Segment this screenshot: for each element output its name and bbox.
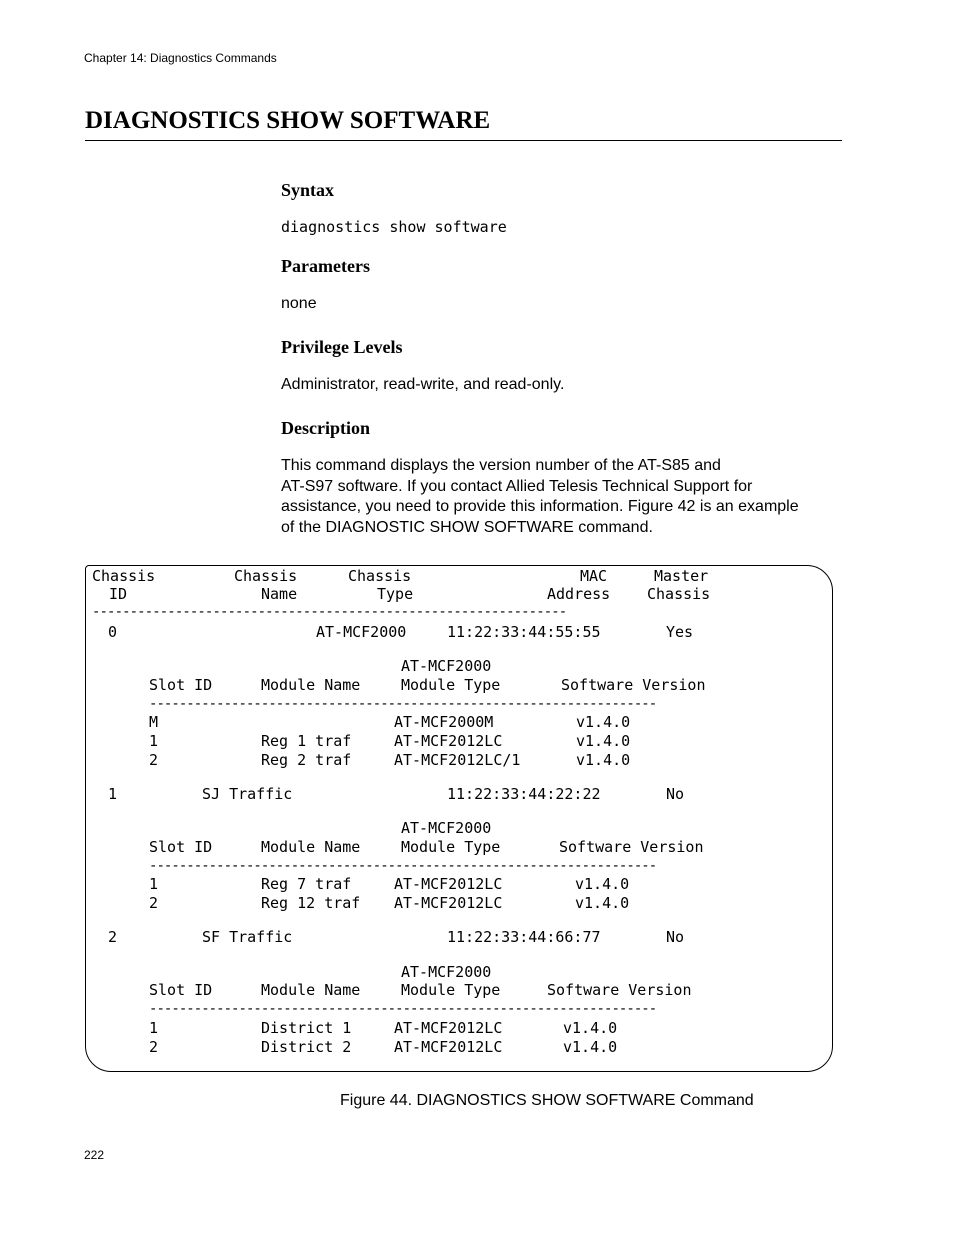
module-version: v1.4.0 <box>576 751 631 769</box>
module-name: District 2 <box>261 1038 352 1056</box>
module-type: AT-MCF2012LC <box>394 732 503 750</box>
chassis-mac: 11:22:33:44:22:22 <box>447 785 601 803</box>
module-version: v1.4.0 <box>575 894 630 912</box>
col-mac: MAC <box>580 567 608 585</box>
syntax-command: diagnostics show software <box>281 218 507 236</box>
col-chassis-id-2: ID <box>109 585 128 603</box>
module-name: District 1 <box>261 1019 352 1037</box>
parameters-text: none <box>281 295 317 312</box>
module-slot: M <box>149 713 159 731</box>
module-slot: 1 <box>149 1019 159 1037</box>
sub-col-module: Module Name <box>261 981 361 999</box>
chassis-name: SF Traffic <box>202 928 293 946</box>
module-name: Reg 1 traf <box>261 732 352 750</box>
sub-type-line: AT-MCF2000 <box>401 657 492 675</box>
chassis-type: AT-MCF2000 <box>316 623 407 641</box>
module-slot: 1 <box>149 875 159 893</box>
module-type: AT-MCF2012LC/1 <box>394 751 521 769</box>
module-slot: 2 <box>149 751 159 769</box>
sub-type-line: AT-MCF2000 <box>401 963 492 981</box>
privilege-text: Administrator, read-write, and read-only. <box>281 376 565 393</box>
col-master-2: Chassis <box>647 585 711 603</box>
col-chassis-type: Chassis <box>348 567 412 585</box>
privilege-heading: Privilege Levels <box>281 337 403 357</box>
sub-col-module: Module Name <box>261 676 361 694</box>
sub-rule: -------------------------------------------------------------------- <box>149 858 657 874</box>
sub-col-slot: Slot ID <box>149 676 213 694</box>
title-rule <box>85 140 842 141</box>
module-version: v1.4.0 <box>576 732 631 750</box>
module-type: AT-MCF2012LC <box>394 894 503 912</box>
module-version: v1.4.0 <box>576 713 631 731</box>
chassis-id: 1 <box>108 785 118 803</box>
sub-col-module: Module Name <box>261 838 361 856</box>
module-slot: 1 <box>149 732 159 750</box>
module-type: AT-MCF2000M <box>394 713 494 731</box>
module-version: v1.4.0 <box>563 1038 618 1056</box>
sub-col-version: Software Version <box>559 838 704 856</box>
page-title: DIAGNOSTICS SHOW SOFTWARE <box>85 107 491 134</box>
sub-col-type: Module Type <box>401 838 501 856</box>
chassis-id: 0 <box>108 623 118 641</box>
col-mac-2: Address <box>547 585 611 603</box>
col-chassis-type-2: Type <box>377 585 414 603</box>
syntax-heading: Syntax <box>281 180 335 200</box>
module-version: v1.4.0 <box>575 875 630 893</box>
module-type: AT-MCF2012LC <box>394 1038 503 1056</box>
chassis-master: No <box>666 928 685 946</box>
sub-rule: -------------------------------------------------------------------- <box>149 1001 657 1017</box>
module-version: v1.4.0 <box>563 1019 618 1037</box>
sub-type-line: AT-MCF2000 <box>401 819 492 837</box>
sub-rule: -------------------------------------------------------------------- <box>149 696 657 712</box>
description-paragraph <box>281 456 861 538</box>
module-name: Reg 12 traf <box>261 894 361 912</box>
description-line: of the DIAGNOSTIC SHOW SOFTWARE command. <box>281 518 653 536</box>
chassis-master: No <box>666 785 685 803</box>
sub-col-type: Module Type <box>401 981 501 999</box>
sub-col-slot: Slot ID <box>149 981 213 999</box>
chassis-name: SJ Traffic <box>202 785 293 803</box>
chassis-master: Yes <box>666 623 694 641</box>
sub-col-slot: Slot ID <box>149 838 213 856</box>
description-line: This command displays the version number of the AT-S85 and <box>281 457 721 474</box>
description-heading: Description <box>281 418 370 438</box>
sub-col-version: Software Version <box>561 676 706 694</box>
description-line: AT-S97 software. If you contact Allied Telesis Technical Support for <box>281 477 753 495</box>
header-rule: --------------------------------------------------------------- <box>92 604 567 620</box>
sub-col-type: Module Type <box>401 676 501 694</box>
parameters-heading: Parameters <box>281 256 370 276</box>
chassis-mac: 11:22:33:44:66:77 <box>447 928 601 946</box>
running-header: Chapter 14: Diagnostics Commands <box>84 51 277 65</box>
col-chassis-name-2: Name <box>261 585 298 603</box>
chassis-mac: 11:22:33:44:55:55 <box>447 623 601 641</box>
figure-caption: Figure 44. DIAGNOSTICS SHOW SOFTWARE Command <box>340 1092 754 1109</box>
col-chassis-name: Chassis <box>234 567 298 585</box>
module-name: Reg 2 traf <box>261 751 352 769</box>
module-name: Reg 7 traf <box>261 875 352 893</box>
chassis-id: 2 <box>108 928 118 946</box>
description-line: assistance, you need to provide this information. Figure 42 is an example <box>281 498 799 515</box>
module-slot: 2 <box>149 1038 159 1056</box>
module-type: AT-MCF2012LC <box>394 1019 503 1037</box>
module-type: AT-MCF2012LC <box>394 875 503 893</box>
module-slot: 2 <box>149 894 159 912</box>
col-chassis-id: Chassis <box>92 567 156 585</box>
sub-col-version: Software Version <box>547 981 692 999</box>
col-master: Master <box>654 567 709 585</box>
page-number: 222 <box>84 1148 105 1162</box>
